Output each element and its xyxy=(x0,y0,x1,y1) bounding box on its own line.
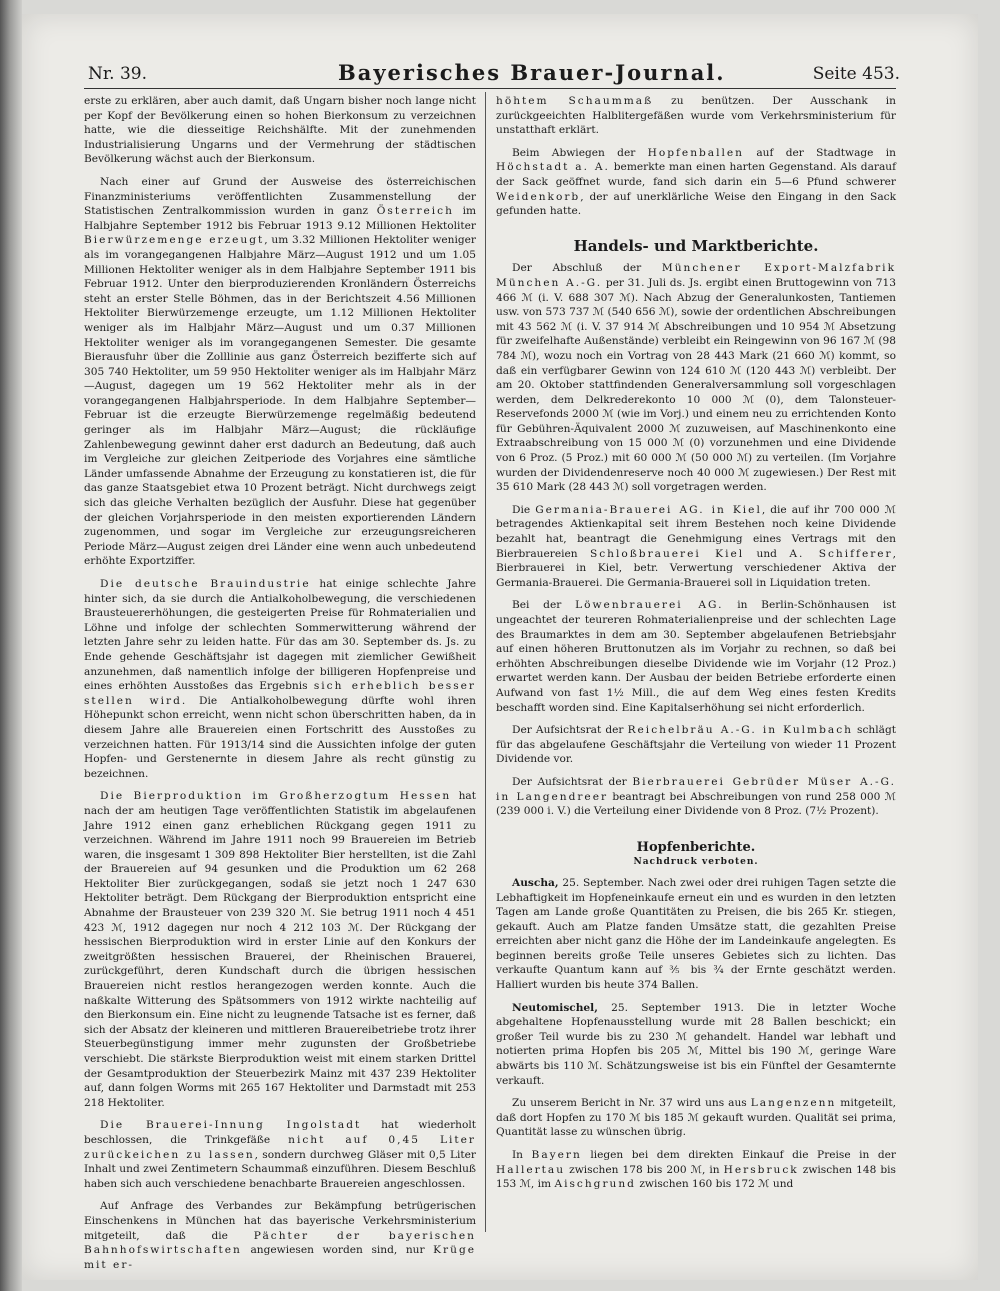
paragraph: Die Bierproduktion im Großherzogtum Hessen hat nach der am heutigen Tage veröffentlichten Statistik im abgelaufenen Jahre 1912 einen ganz erheblichen Rückgang gegen 1911 zu verzeichnen. Während im Jahre 1911 noch 99 Brauereien im Betrieb waren, die insgesamt 1 309 898 Hektoliter Bier herstellten, ist die Zahl der Brauereien auf 94 gesunken und die Produktion um 62 268 Hektoliter Bier zurückgegangen, sodaß sie jetzt noch 1 247 630 Hektoliter beträgt. Dem Rückgang der Bierproduktion entspricht eine Abnahme der Brausteuer von 239 320 ℳ. Sie betrug 1911 noch 4 451 423 ℳ, 1912 dagegen nur noch 4 212 103 ℳ. Der Rückgang der hessischen Bierproduktion wird in erster Linie auf den Konkurs der zweitgrößten hessischen Brauerei, der Rheinischen Brauerei, zurückgeführt, deren Kundschaft durch die übrigen hessischen Brauereien nicht restlos herangezogen werden konnte. Auch die naßkalte Witterung des Spätsommers von 1912 wirkte nachteilig auf den Bierkonsum ein. Eine nicht zu leugnende Tatsache ist es ferner, daß sich der Absatz der kleineren und mittleren Brauereibetriebe trotz ihrer Steuerbegünstigung immer mehr zugunsten der Großbetriebe verschiebt. Die stärkste Bierproduktion weist mit einem starken Drittel der Gesamtproduktion der Steuerbezirk Mainz mit 437 239 Hektoliter auf, dann folgen Worms mit 265 167 Hektoliter und Darmstadt mit 253 218 Hektoliter. xyxy=(84,790,477,1109)
paragraph: erste zu erklären, aber auch damit, daß Ungarn bisher noch lange nicht per Kopf der Bevölkerung einen so hohen Bierkonsum zu verzeichnen hatte, wie die diesseitige Reichshälfte. Mit der zunehmenden Industrialisierung Ungarns und der Vermehrung der städtischen Bevölkerung wächst auch der Bierkonsum. xyxy=(84,95,476,166)
paragraph: In Bayern liegen bei dem direkten Einkauf die Preise in der Hallertau zwischen 178 bis 200 ℳ, in Hersbruck zwischen 148 bis 153 ℳ, im Aischgrund zwischen 160 bis 172 ℳ und xyxy=(496,1149,896,1191)
left-column xyxy=(84,94,476,1280)
paragraph: Zu unserem Bericht in Nr. 37 wird uns aus Langenzenn mitgeteilt, daß dort Hopfen zu 170 ℳ bis 185 ℳ gekauft wurden. Qualität sei prima, Quantität lasse zu wünschen übrig. xyxy=(496,1097,896,1139)
page-number: Seite 453. xyxy=(812,64,900,84)
paragraph: Bei der Löwenbrauerei AG. in Berlin-Schönhausen ist ungeachtet der teureren Rohmaterialienpreise und der schlechten Lage des Braumarktes in dem am 30. September abgelaufenen Betriebsjahr auf einen höheren Bruttonutzen als im Vorjahr zu rechnen, so daß bei erhöhten Abschreibungen dieselbe Dividende wie im Vorjahr (12 Proz.) erwartet werden kann. Der Ausbau der beiden Betriebe erforderte einen Aufwand von fast 1½ Mill., die auf dem Weg eines festen Kredits beschafft worden sind. Eine Kapitalserhöhung sei nicht erforderlich. xyxy=(496,599,896,714)
paragraph: Die deutsche Brauindustrie hat einige schlechte Jahre hinter sich, da sie durch die Antialkoholbewegung, die verschiedenen Brausteuererhöhungen, die gesteigerten Preise für Rohmaterialien und Löhne und infolge der schlechten Sommerwitterung während der letzten Jahre sehr zu leiden hatte. Für das am 30. September ds. Js. zu Ende gehende Geschäftsjahr ist dagegen mit ziemlicher Gewißheit anzunehmen, daß namentlich infolge der billigeren Hopfenpreise und eines erhöhten Ausstoßes das Ergebnis sich erheblich besser stellen wird. Die Antialkoholbewegung dürfte wohl ihren Höhepunkt schon erreicht, wenn nicht schon überschritten haben, da in diesem Jahre alle Brauereien einen Fortschritt des Ausstoßes zu verzeichnen hatten. Für 1913/14 sind die Aussichten infolge der guten Hopfen- und Gerstenernte in diesem Jahre als recht günstig zu bezeichnen. xyxy=(84,578,477,780)
column-separator xyxy=(485,92,486,1232)
paragraph: Die Brauerei-Innung Ingolstadt hat wiederholt beschlossen, die Trinkgefäße nicht auf 0,45 Liter zurückeichen zu lassen, sondern durchweg Gläser mit 0,5 Liter Inhalt und zwei Zentimetern Schaummaß einzuführen. Diesem Beschluß haben sich auch verschiedene benachbarte Brauereien angeschlossen. xyxy=(84,1119,476,1190)
section-heading: Handels- und Marktberichte. xyxy=(573,236,819,255)
paragraph: Neutomischel, 25. September 1913. Die in letzter Woche abgehaltene Hopfenausstellung wurde mit 28 Ballen beschickt; ein großer Teil wurde bis zu 230 ℳ gehandelt. Handel war lebhaft und notierten prima Hopfen bis 205 ℳ, Mittel bis 190 ℳ, geringe Ware abwärts bis 110 ℳ. Schätzungsweise ist bis ein Fünftel der Gesamternte verkauft. xyxy=(496,1001,896,1087)
paragraph: Beim Abwiegen der Hopfenballen auf der Stadtwage in Höchstadt a. A. bemerkte man einen harten Gegenstand. Als darauf der Sack geöffnet wurde, fand sich darin ein 5—6 Pfund schwerer Weidenkorb, der auf unerklärliche Weise den Eingang in den Sack gefunden hatte. xyxy=(496,146,897,218)
issue-number: Nr. 39. xyxy=(88,64,147,84)
reprint-notice: Nachdruck verboten. xyxy=(633,857,759,868)
paragraph: Der Abschluß der Münchener Export-Malzfabrik München A.-G. per 31. Juli ds. Js. ergibt einen Bruttogewinn von 713 466 ℳ (i. V. 688 307 ℳ). Nach Abzug der Generalunkosten, Tantiemen usw. von 573 737 ℳ (540 656 ℳ), sowie der ordentlichen Abschreibungen mit 43 562 ℳ (i. V. 37 914 ℳ Abschreibungen und 10 954 ℳ Absetzung für zweifelhafte Außenstände) verbleibt ein Reingewinn von 96 167 ℳ (98 784 ℳ), wozu noch ein Vortrag von 28 443 Mark (21 660 ℳ) kommt, so daß ein verfügbarer Gewinn von 124 610 ℳ (120 443 ℳ) verbleibt. Der am 20. Oktober stattfindenden Generalversammlung soll vorgeschlagen werden, dem Delkrederekonto 10 000 ℳ (0), dem Talonsteuer-Reservefonds 2000 ℳ (wie im Vorj.) und einem neu zu errichtenden Konto für Gebühren-Äquivalent 2000 ℳ zuzuweisen, auf Maschinenkonto eine Extraabschreibung von 15 000 ℳ (0) vorzunehmen und eine Dividende von 6 Proz. (5 Proz.) mit 60 000 ℳ (50 000 ℳ) zu verteilen. (Im Vorjahre wurden der Dividendenreserve noch 40 000 ℳ zugewiesen.) Der Rest mit 35 610 Mark (28 443 ℳ) soll vorgetragen werden. xyxy=(496,262,897,494)
paragraph: Auscha, 25. September. Nach zwei oder drei ruhigen Tagen setzte die Lebhaftigkeit im Hopfeneinkaufe erneut ein und es wurden in den letzten Tagen am Lande große Quantitäten zu Preisen, die bis 265 Kr. stiegen, gekauft. Auch am Platze fanden Umsätze statt, die gezahlten Preise erreichten aber nicht ganz die Höhe der im Landeinkaufe angelegten. Es beginnen bereits große Teile unseres Gebietes sich zu lichten. Das verkaufte Quantum kann auf ⅗ bis ¾ der Ernte geschätzt werden. Halliert wurden bis heute 374 Ballen. xyxy=(496,876,896,992)
paragraph: Auf Anfrage des Verbandes zur Bekämpfung betrügerischen Einschenkens in München hat das bayerische Verkehrsministerium mitgeteilt, daß die Pächter der bayerischen Bahnhofswirtschaften angewiesen worden sind, nur Krüge mit er- xyxy=(84,1200,476,1271)
sub-heading: Hopfenberichte. xyxy=(636,839,756,855)
journal-title: Bayerisches Brauer-Journal. xyxy=(338,60,726,85)
paragraph: Die Germania-Brauerei AG. in Kiel, die auf ihr 700 000 ℳ betragendes Aktienkapital seit ihrem Bestehen noch keine Dividende bezahlt hat, beantragt die Genehmigung eines Vertrags mit den Bierbrauereien Schloßbrauerei Kiel und A. Schifferer, Bierbrauerei in Kiel, betr. Verwertung verschiedener Aktiva der Germania-Brauerei. Die Germania-Brauerei soll in Liquidation treten. xyxy=(496,503,896,589)
paragraph: Der Aufsichtsrat der Bierbrauerei Gebrüder Müser A.-G. in Langendreer beantragt bei Abschreibungen von rund 258 000 ℳ (239 000 i. V.) die Verteilung einer Dividende von 8 Proz. (7½ Prozent). xyxy=(496,775,896,818)
header-rule xyxy=(84,88,896,89)
paragraph: höhtem Schaummaß zu benützen. Der Ausschank in zurückgeeichten Halblitergefäßen wurde vom Verkehrsministerium für unstatthaft erklärt. xyxy=(496,95,896,137)
book-spine xyxy=(0,0,22,1291)
paragraph: Nach einer auf Grund der Ausweise des österreichischen Finanzministeriums veröffentlichten Zusammenstellung der Statistischen Zentralkommission wurden in ganz Österreich im Halbjahre September 1912 bis Februar 1913 9.12 Millionen Hektoliter Bierwürzemenge erzeugt, um 3.32 Millionen Hektoliter weniger als im vorangegangenen Halbjahre März—August 1912 und um 1.05 Millionen Hektoliter weniger als in dem Halbjahre September 1911 bis Februar 1912. Unter den bierproduzierenden Kronländern Österreichs steht an erster Stelle Böhmen, das in der Berichtszeit 4.56 Millionen Hektoliter Bierwürzemenge erzeugte, um 1.12 Millionen Hektoliter weniger als im Halbjahr März—August und um 0.37 Millionen Hektoliter weniger als im vorangegangenen Semester. Die gesamte Bierausfuhr über die Zolllinie aus ganz Österreich bezifferte sich auf 305 740 Hektoliter, um 59 950 Hektoliter weniger als im Halbjahr März—August, dagegen um 19 562 Hektoliter mehr als in der vorangegangenen Halbjahrsperiode. In dem Halbjahre September—Februar ist die erzeugte Bierwürzemenge regelmäßig bedeutend geringer als im Halbjahr März—August; die rückläufige Zahlenbewegung gewinnt daher erst dadurch an Bedeutung, daß auch im Vergleiche zur gleichen Zeitperiode des Vorjahres eine sämtliche Länder umfassende Abnahme der Erzeugung zu konstatieren ist, die für das ganze Staatsgebiet etwa 10 Prozent beträgt. Nicht durchwegs zeigt sich das gleiche Verhalten bezüglich der Ausfuhr. Diese hat gegenüber der gleichen Vorjahrsperiode in den meisten exportierenden Ländern zugenommen, und sogar im Vergleiche zur erzeugungsreicheren Periode März—August zeigen drei Länder eine wenn auch unbedeutend erhöhte Exportziffer. xyxy=(84,175,476,568)
page-header xyxy=(40,58,910,88)
right-column xyxy=(496,94,896,1200)
paragraph: Der Aufsichtsrat der Reichelbräu A.-G. in Kulmbach schlägt für das abgelaufene Geschäftsjahr die Verteilung von wieder 11 Prozent Dividende vor. xyxy=(496,724,896,766)
